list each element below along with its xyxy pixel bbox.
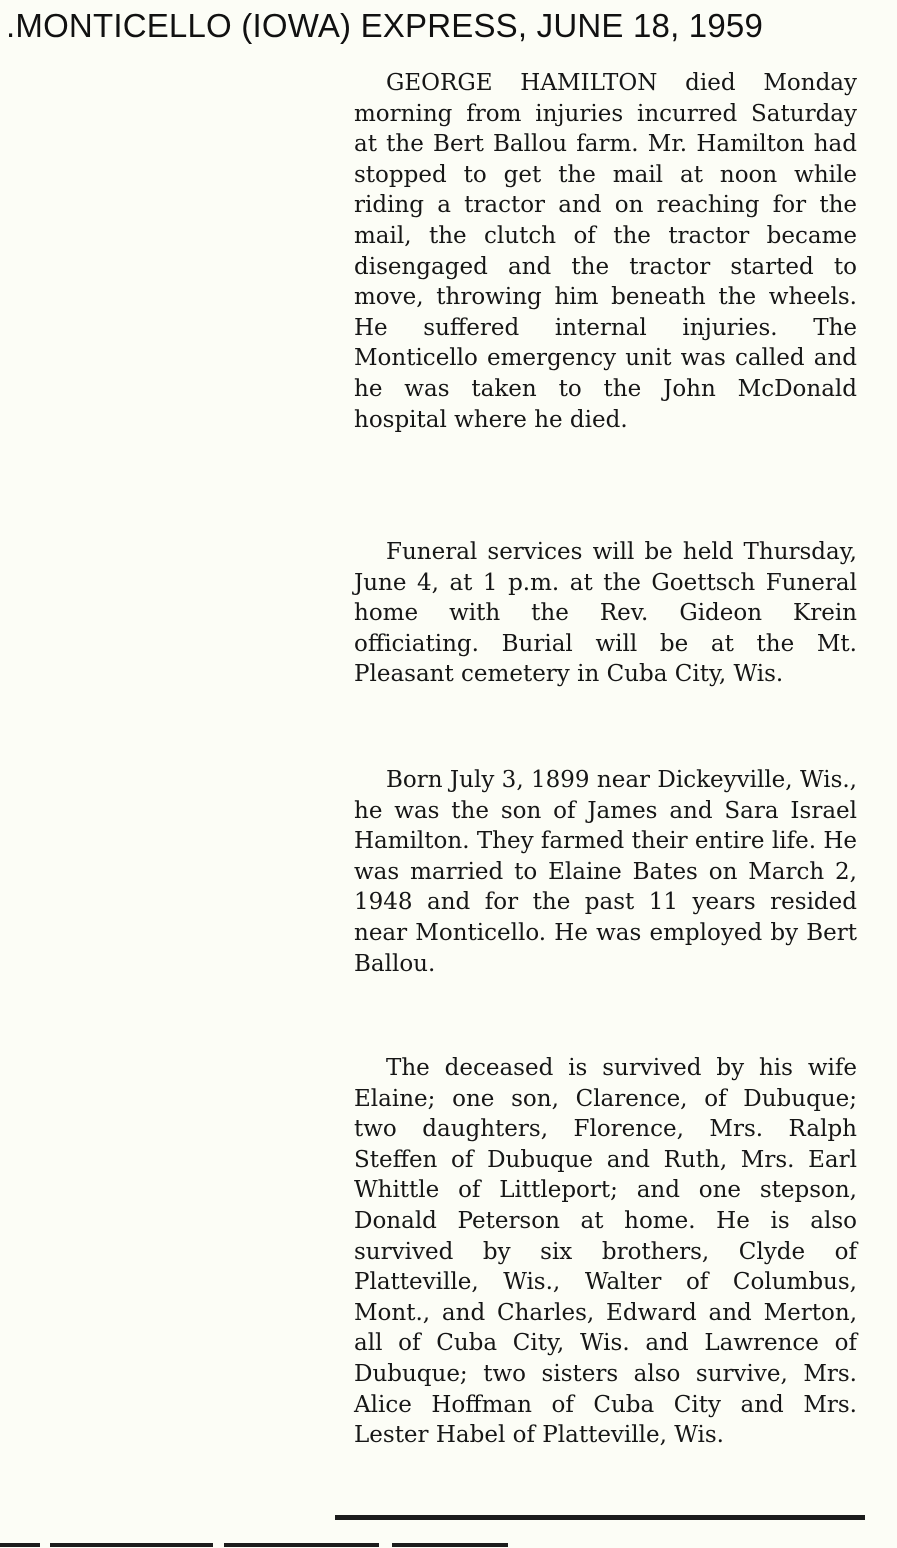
article-paragraph-biography: Born July 3, 1899 near Dickeyville, Wis., he was the son of James and Sara Israel Hamilton. They farmed their entire life. He was married to Elaine Bates on March 2, 1948 and for the past 11 years resided near Monticello. He was employed by Bert Ballou. [354, 767, 857, 977]
article-paragraph-survivors: The deceased is survived by his wife Elaine; one son, Clarence, of Dubuque; two daughters, Florence, Mrs. Ralph Steffen of Dubuque and Ruth, Mrs. Earl Whittle of Littleport; and one stepson, Donald Peterson at home. He is also survived by six brothers, Clyde of Platteville, Wis., Walter of Columbus, Mont., and Charles, Edward and Merton, all of Cuba City, Wis. and Lawrence of Dubuque; two sisters also survive, Mrs. Alice Hoffman of Cuba City and Mrs. Lester Habel of Platteville, Wis. [354, 1055, 857, 1449]
headline-leading-mark: . [6, 7, 16, 44]
newspaper-headline [6, 6, 891, 46]
headline-text: MONTICELLO (IOWA) EXPRESS, JUNE 18, 1959 [15, 7, 764, 44]
article-end-rule [335, 1515, 865, 1520]
bottom-divider-segment [50, 1543, 213, 1547]
article-paragraph-funeral: Funeral services will be held Thursday, June 4, at 1 p.m. at the Goettsch Funeral home with the Rev. Gideon Krein officiating. Burial will be at the Mt. Pleasant cemetery in Cuba City, Wis. [354, 539, 857, 688]
bottom-divider-segment [224, 1543, 379, 1547]
bottom-divider-segment [0, 1543, 40, 1547]
article-paragraph-accident: GEORGE HAMILTON died Monday morning from injuries incurred Saturday at the Bert Ballou farm. Mr. Hamilton had stopped to get the mail at noon while riding a tractor and on reaching for the mail, the clutch of the tractor became disengaged and the tractor started to move, throwing him beneath the wheels. He suffered internal injuries. The Monticello emergency unit was called and he was taken to the John McDonald hospital where he died. [354, 70, 857, 433]
bottom-divider-segment [392, 1543, 508, 1547]
